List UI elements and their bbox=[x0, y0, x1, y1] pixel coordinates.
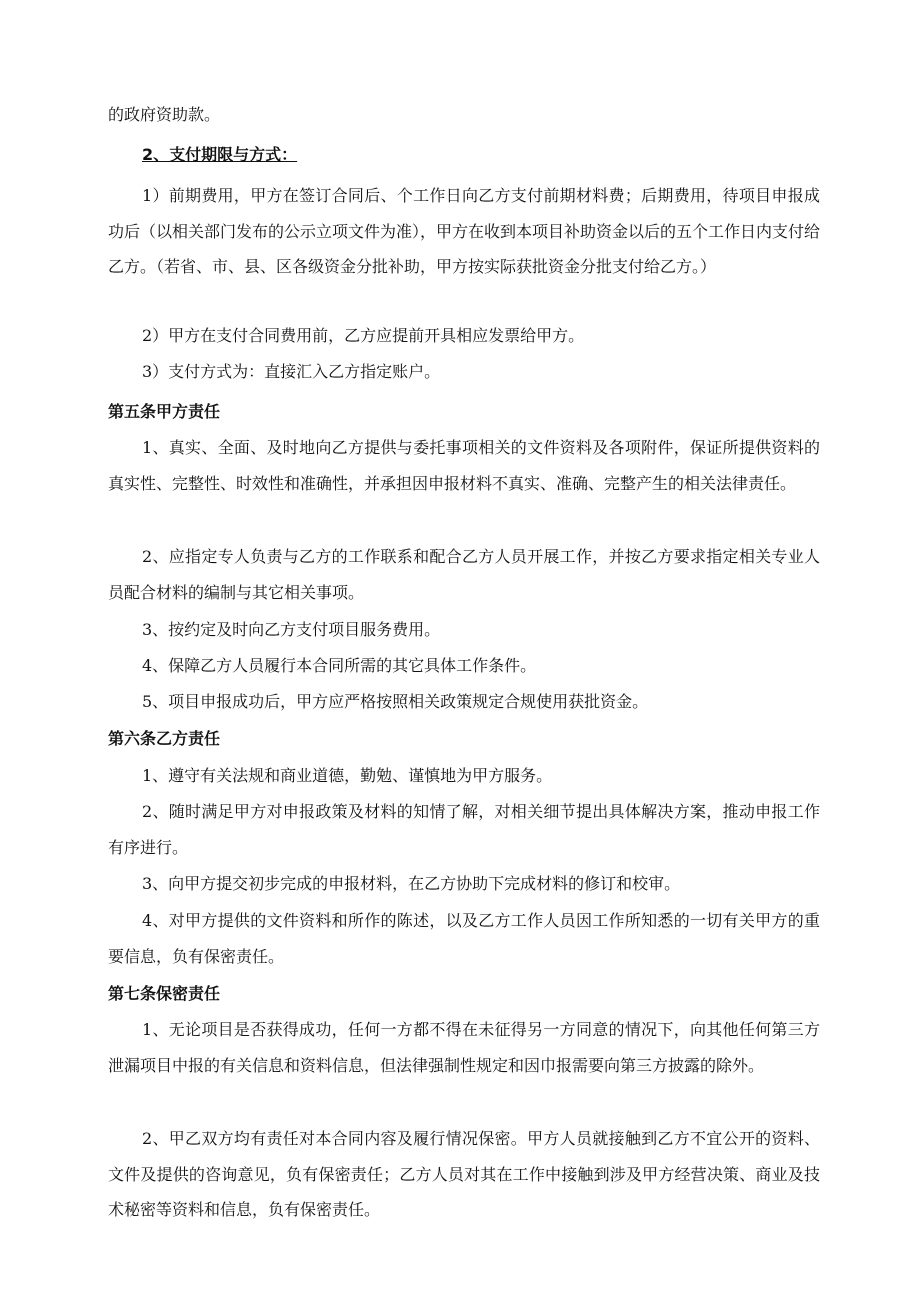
paragraph-confidentiality-2: 2、甲乙双方均有责任对本合同内容及履行情况保密。甲方人员就接触到乙方不宜公开的资料、文件及提供的咨询意见，负有保密责任；乙方人员对其在工作中接触到涉及甲方经营决策、商业及技术秘密等资料和信息，负有保密责任。 bbox=[108, 1129, 820, 1219]
section-heading-article-5: 第五条甲方责任 bbox=[108, 402, 221, 421]
paragraph-party-b-1: 1、遵守有关法规和商业道德，勤勉、谨慎地为甲方服务。 bbox=[142, 766, 553, 785]
paragraph-party-b-4: 4、对甲方提供的文件资料和所作的陈述，以及乙方工作人员因工作所知悉的一切有关甲方的重要信息，负有保密责任。 bbox=[108, 911, 820, 966]
section-heading-article-7: 第七条保密责任 bbox=[108, 984, 221, 1003]
paragraph-party-a-2: 2、应指定专人负责与乙方的工作联系和配合乙方人员开展工作，并按乙方要求指定相关专业人员配合材料的编制与其它相关事项。 bbox=[108, 547, 820, 602]
paragraph-party-b-3: 3、向甲方提交初步完成的申报材料，在乙方协助下完成材料的修订和校审。 bbox=[142, 874, 681, 893]
paragraph-payment-1: 1）前期费用，甲方在签订合同后、个工作日向乙方支付前期材料费；后期费用，待项目申报成功后（以相关部门发布的公示立项文件为准），甲方在收到本项目补助资金以后的五个工作日内支付给乙方。（若省、市、县、区各级资金分批补助，甲方按实际获批资金分批支付给乙方。） bbox=[108, 186, 821, 276]
paragraph-confidentiality-1: 1、无论项目是否获得成功，任何一方都不得在未征得另一方同意的情况下，向其他任何第三方泄漏项目中报的有关信息和资料信息，但法律强制性规定和因巾报需要向第三方披露的除外。 bbox=[108, 1020, 820, 1075]
paragraph-party-a-3: 3、按约定及时向乙方支付项目服务费用。 bbox=[142, 620, 441, 639]
paragraph-payment-3: 3）支付方式为：直接汇入乙方指定账户。 bbox=[142, 362, 441, 381]
paragraph-party-a-1: 1、真实、全面、及时地向乙方提供与委托事项相关的文件资料及各项附件，保证所提供资料的真实性、完整性、时效性和准确性，并承担因申报材料不真实、准确、完整产生的相关法律责任。 bbox=[108, 438, 820, 493]
subheading-payment-terms bbox=[108, 137, 820, 173]
subheading-payment-terms-text: 2、支付期限与方式： bbox=[142, 145, 298, 164]
section-heading-article-6: 第六条乙方责任 bbox=[108, 729, 221, 748]
paragraph-party-a-5: 5、项目申报成功后，甲方应严格按照相关政策规定合规使用获批资金。 bbox=[142, 692, 649, 711]
paragraph-payment-2: 2）甲方在支付合同费用前，乙方应提前开具相应发票给甲方。 bbox=[142, 326, 585, 345]
paragraph-continuation: 的政府资助款。 bbox=[108, 105, 221, 124]
paragraph-party-b-2: 2、随时满足甲方对申报政策及材料的知情了解，对相关细节提出具体解决方案，推动申报工作有序进行。 bbox=[108, 802, 820, 857]
paragraph-party-a-4: 4、保障乙方人员履行本合同所需的其它具体工作条件。 bbox=[142, 656, 537, 675]
